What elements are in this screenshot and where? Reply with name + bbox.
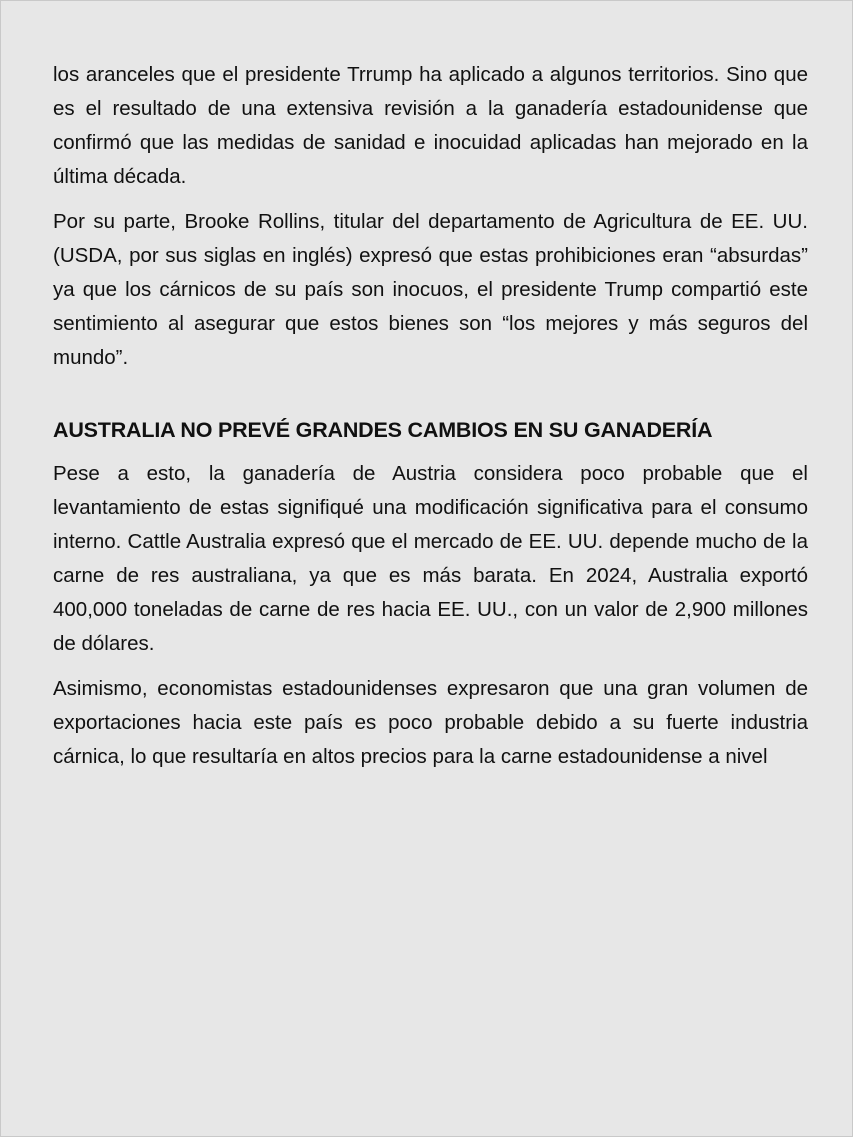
paragraph-economistas: Asimismo, economistas estadounidenses expresaron que una gran volumen de exportaciones hacia este país es poco probable debido a su fuerte industria cárnica, lo que resultaría en altos precios para la carne estadounidense a nivel (53, 677, 808, 768)
document-body (53, 58, 808, 785)
paragraph-aranceles: los aranceles que el presidente Trrump ha aplicado a algunos territorios. Sino que es el resultado de una extensiva revisión a la ganadería estadounidense que confirmó que las medidas de sanidad e inocuidad aplicadas han mejorado en la última década. (53, 63, 808, 188)
section-heading: AUSTRALIA NO PREVÉ GRANDES CAMBIOS EN SU GANADERÍA (53, 418, 713, 442)
paragraph-brooke-rollins: Por su parte, Brooke Rollins, titular del departamento de Agricultura de EE. UU. (USDA, por sus siglas en inglés) expresó que estas prohibiciones eran “absurdas” ya que los cárnicos de su país son inocuos, el presidente Trump compartió este sentimiento al asegurar que estos bienes son “los mejores y más seguros del mundo”. (53, 210, 808, 369)
paragraph-cattle-australia: Pese a esto, la ganadería de Austria considera poco probable que el levantamiento de estas signifiqué una modificación significativa para el consumo interno. Cattle Australia expresó que el mercado de EE. UU. depende mucho de la carne de res australiana, ya que es más barata. En 2024, Australia exportó 400,000 toneladas de carne de res hacia EE. UU., con un valor de 2,900 millones de dólares. (53, 462, 808, 655)
